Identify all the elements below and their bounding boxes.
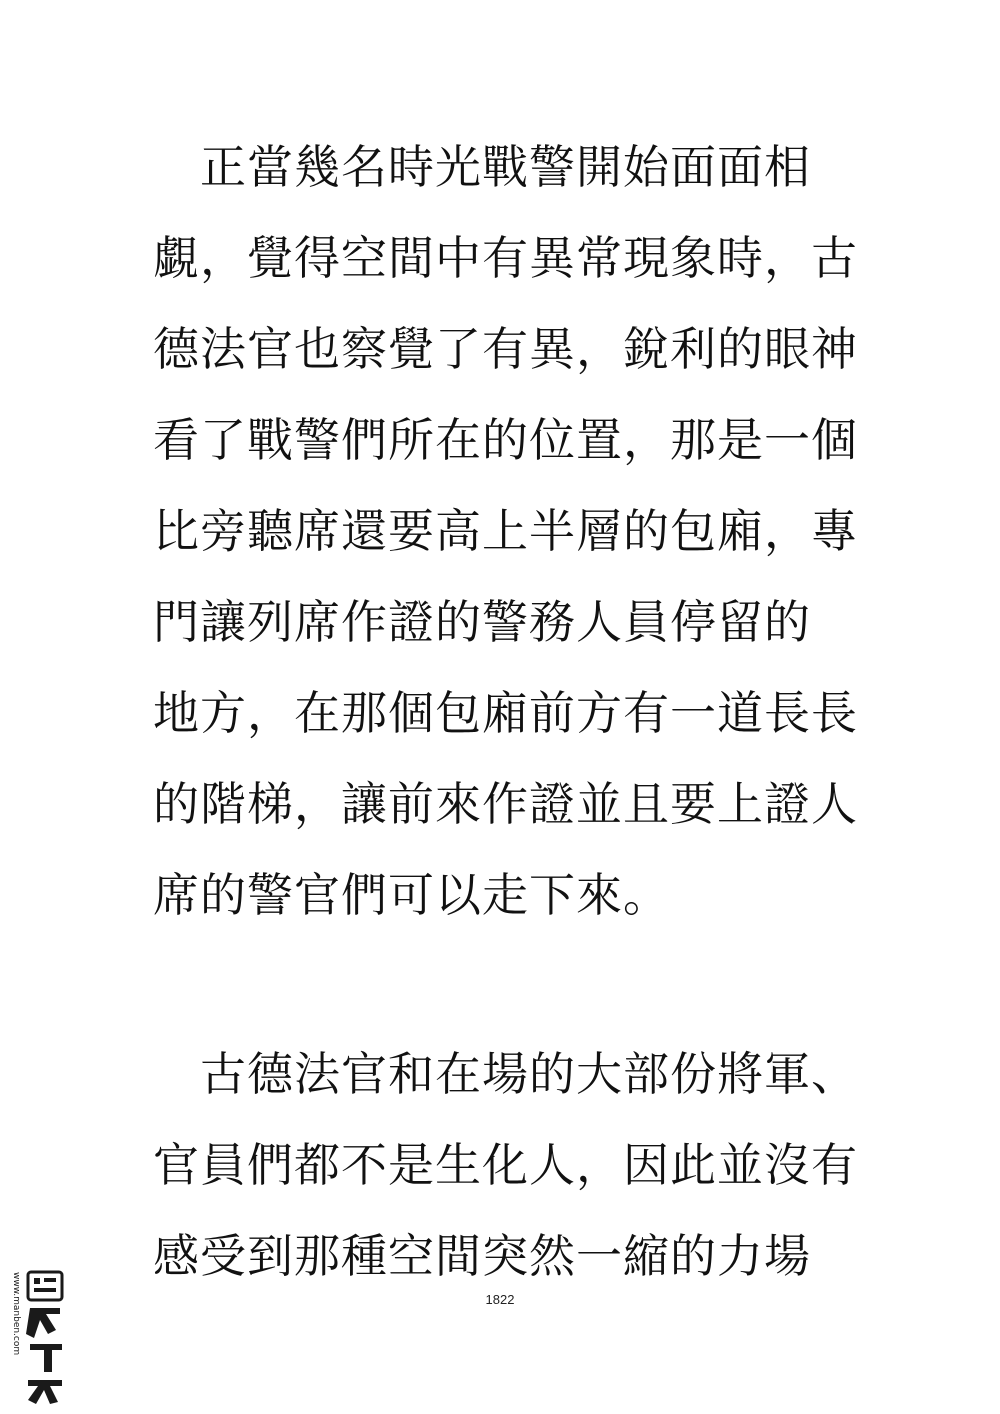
watermark-glyph-icon xyxy=(26,1272,62,1404)
watermark-logo-text: 漫本 xyxy=(6,1268,8,1269)
text-line: 正當幾名時光戰警開始面面相 xyxy=(153,140,811,194)
text-line: 門讓列席作證的警務人員停留的 xyxy=(153,595,811,649)
paragraph-spacer xyxy=(153,955,873,1043)
text-line: 古德法官和在場的大部份將軍、 xyxy=(153,1047,858,1101)
text-line: 席的警官們可以走下來。 xyxy=(153,868,670,922)
text-line: 覷，覺得空間中有異常現象時，古 xyxy=(153,231,858,285)
paragraph-1 xyxy=(153,136,873,955)
text-line: 的階梯，讓前來作證並且要上證人 xyxy=(153,777,858,831)
body-text xyxy=(153,136,873,1316)
watermark-url: www.manben.com xyxy=(11,1272,21,1356)
text-line: 比旁聽席還要高上半層的包廂，專 xyxy=(153,504,858,558)
paragraph-2 xyxy=(153,1043,873,1316)
text-line: 地方，在那個包廂前方有一道長長 xyxy=(153,686,858,740)
watermark-logo xyxy=(6,1268,70,1408)
page-number: 1822 xyxy=(485,1292,515,1307)
text-line: 看了戰警們所在的位置，那是一個 xyxy=(153,413,858,467)
text-line: 感受到那種空間突然一縮的力場 xyxy=(153,1229,811,1283)
text-line: 德法官也察覺了有異，銳利的眼神 xyxy=(153,322,858,376)
text-line: 官員們都不是生化人，因此並沒有 xyxy=(153,1138,858,1192)
